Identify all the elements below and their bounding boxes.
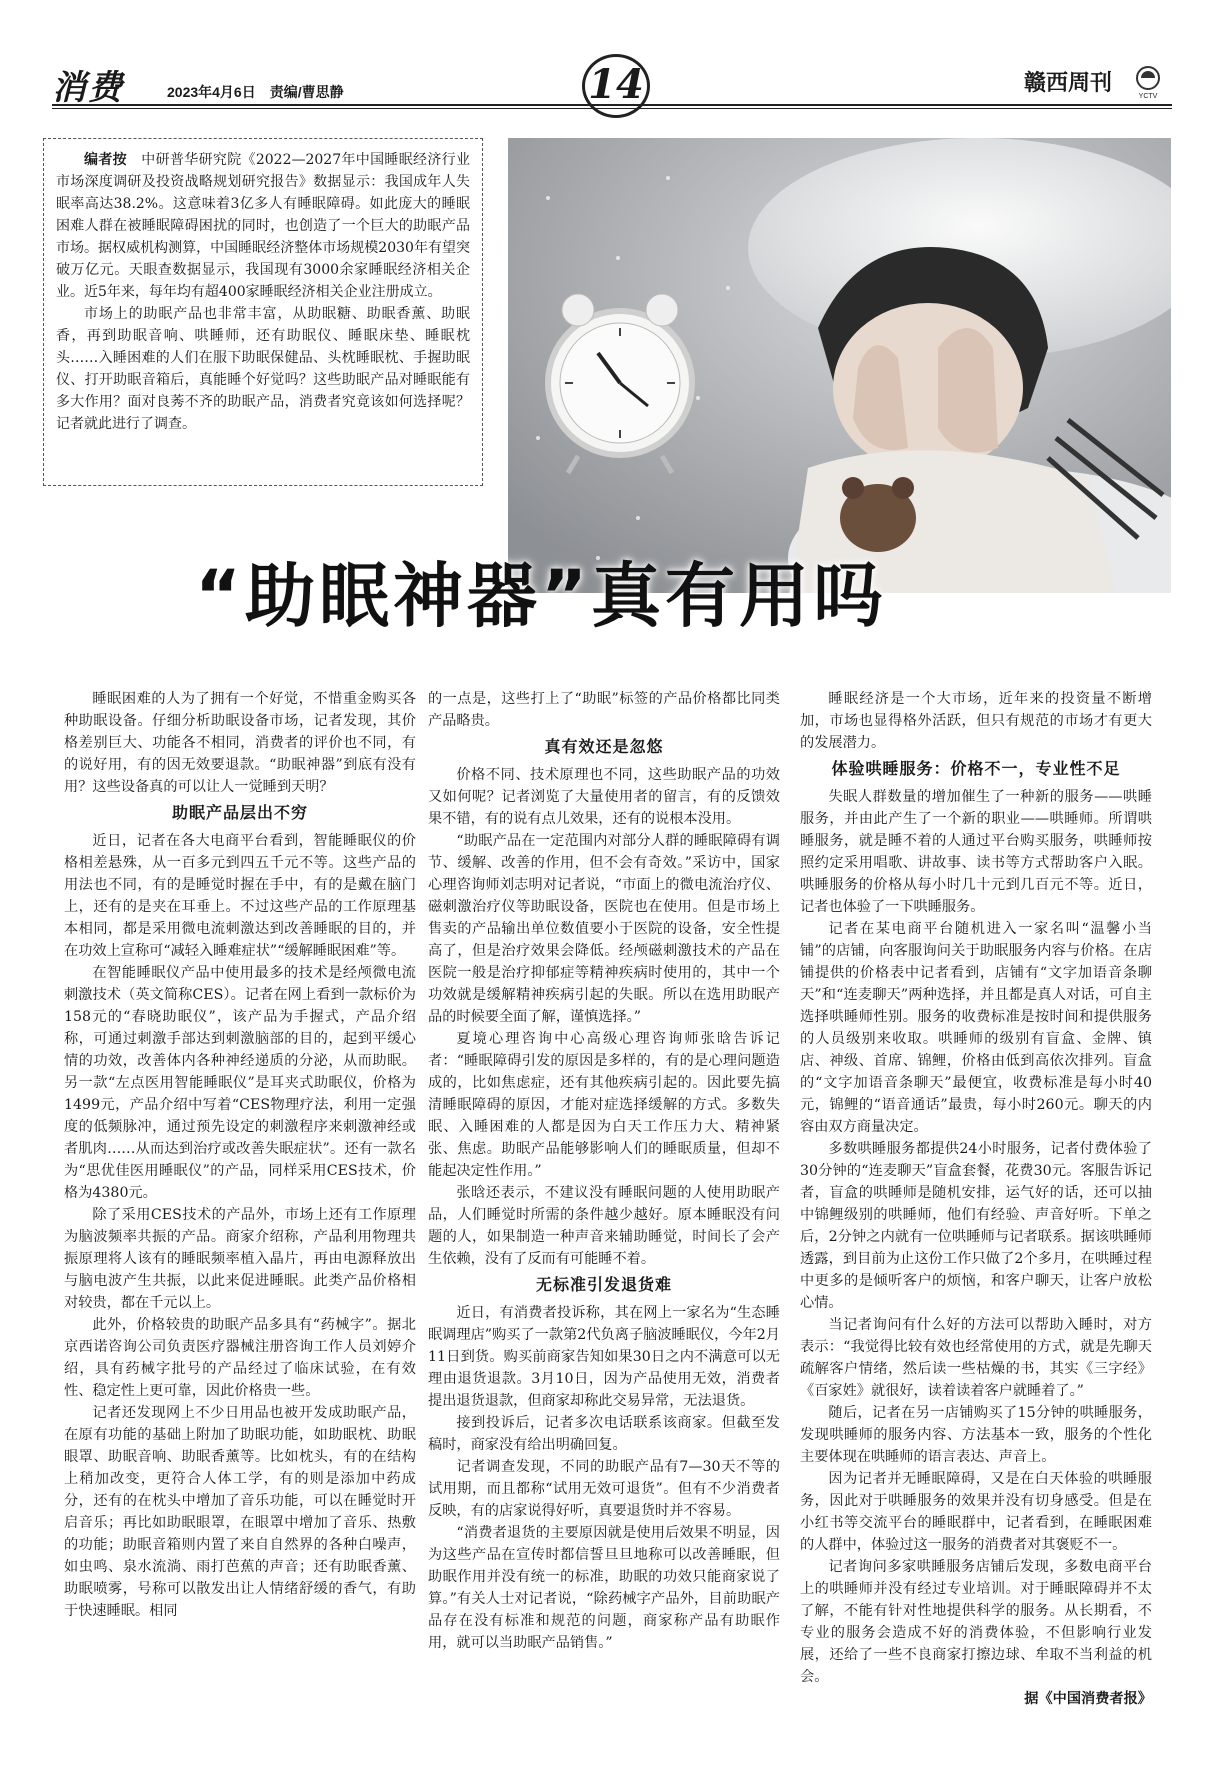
- issue-meta: 2023年4月6日 责编/曹思静: [167, 84, 344, 100]
- paragraph: 当记者询问有什么好的方法可以帮助入睡时，对方表示：“我觉得比较有效也经常使用的方式，就是先聊天疏解客户情绪，然后读一些枯燥的书，其实《三字经》《百家姓》就很好，读着读着客户就睡着了。”: [800, 1317, 1152, 1399]
- paragraph: 除了采用CES技术的产品外，市场上还有工作原理为脑波频率共振的产品。商家介绍称，产品利用物理共振原理将人该有的睡眠频率植入晶片，再由电源释放出与脑电波产生共振，以此来促进睡眠。此类产品价格相对较贵，都在千元以上。: [64, 1207, 416, 1311]
- feature-photo: [508, 138, 1171, 593]
- section-title: 消费: [52, 68, 124, 108]
- paragraph: 价格不同、技术原理也不同，这些助眠产品的功效又如何呢？记者浏览了大量使用者的留言，有的反馈效果不错，有的说有点儿效果，还有的说根本没用。: [428, 767, 780, 827]
- editor-note-label: 编者按: [84, 152, 127, 168]
- paragraph: 此外，价格较贵的助眠产品多具有“药械字”。据北京西诺咨询公司负责医疗器械注册咨询工作人员刘婷介绍，具有药械字批号的产品经过了临床试验，在有效性、稳定性上更可靠，因此价格贵一些。: [64, 1317, 416, 1399]
- editor-note-p2: 市场上的助眠产品也非常丰富，从助眠糖、助眠香薰、助眠香，再到助眠音响、哄睡师，还有助眠仪、睡眠床垫、睡眠枕头……入睡困难的人们在服下助眠保健品、头枕睡眠枕、手握助眠仪、打开助眠音箱后，真能睡个好觉吗？这些助眠产品对睡眠能有多大作用？面对良莠不齐的助眠产品，消费者究竟该如何选择呢？记者就此进行了调查。: [56, 306, 470, 432]
- paragraph: 张晗还表示，不建议没有睡眠问题的人使用助眠产品，人们睡觉时所需的条件越少越好。原本睡眠没有问题的人，如果制造一种声音来辅助睡觉，时间长了会产生依赖，没有了反而有可能睡不着。: [428, 1185, 780, 1267]
- paragraph: 近日，记者在各大电商平台看到，智能睡眠仪的价格相差悬殊，从一百多元到四五千元不等。这些产品的用法也不同，有的是睡觉时握在手中，有的是戴在脑门上，还有的是夹在耳垂上。不过这些产品的工作原理基本相同，都是采用微电流刺激达到改善睡眠的目的，并在功效上宣称可“减轻入睡难症状”“缓解睡眠困难”等。: [64, 833, 416, 959]
- header-rule: [52, 104, 1172, 106]
- paragraph: 记者在某电商平台随机进入一家名叫“温馨小当铺”的店铺，向客服询问关于助眠服务内容与价格。在店铺提供的价格表中记者看到，店铺有“文字加语音条聊天”和“连麦聊天”两种选择，并且都是真人对话，可自主选择哄睡师性别。服务的收费标准是按时间和提供服务的人员级别来收取。哄睡师的级别有盲盒、金牌、镇店、神级、首席、锦鲤，价格由低到高依次排列。盲盒的“文字加语音条聊天”最便宜，收费标准是每小时40元，锦鲤的“语音通话”最贵，每小时260元。聊天的内容由双方商量决定。: [800, 921, 1152, 1135]
- paragraph: “消费者退货的主要原因就是使用后效果不明显，因为这些产品在宣传时都信誓旦旦地称可以改善睡眠，但助眠作用并没有统一的标准，助眠的功效只能商家说了算。”有关人士对记者说，“除药械字产品外，目前助眠产品存在没有标准和规范的问题，商家称产品有助眠作用，就可以当助眠产品销售。”: [428, 1525, 780, 1651]
- paragraph: 随后，记者在另一店铺购买了15分钟的哄睡服务，发现哄睡师的服务内容、方法基本一致，服务的个性化主要体现在哄睡师的语言表达、声音上。: [800, 1405, 1152, 1465]
- newspaper-brand: 赣西周刊: [1023, 70, 1112, 96]
- subheading: 真有效还是忽悠: [544, 737, 664, 756]
- subheading: 体验哄睡服务：价格不一，专业性不足: [831, 759, 1121, 778]
- subheading: 无标准引发退货难: [535, 1275, 672, 1294]
- paragraph: 睡眠困难的人为了拥有一个好觉，不惜重金购买各种助眠设备。仔细分析助眠设备市场，记者发现，其价格差别巨大、功能各不相同，消费者的评价也不同，有的说好用，有的因无效要退款。“助眠神器”到底有没有用？这些设备真的可以让人一觉睡到天明？: [64, 691, 416, 795]
- column-3: [800, 688, 1152, 1710]
- paragraph: 睡眠经济是一个大市场，近年来的投资量不断增加，市场也显得格外活跃，但只有规范的市场才有更大的发展潜力。: [800, 691, 1152, 751]
- photo-illustration: [508, 138, 1171, 593]
- paragraph: 在智能睡眠仪产品中使用最多的技术是经颅微电流刺激技术（英文简称CES）。记者在网上看到一款标价为158元的“春晓助眠仪”，该产品为手握式，产品介绍称，可通过刺激手部达到刺激脑部的目的，起到平缓心情的功效，改善体内各种神经递质的分泌，从而助眠。另一款“左点医用智能睡眠仪”是耳夹式助眠仪，价格为1499元，产品介绍中写着“CES物理疗法，利用一定强度的低频脉冲，通过预先设定的刺激程序来刺激神经或者肌肉……从而达到治疗或改善失眠症状”。还有一款名为“思优佳医用睡眠仪”的产品，同样采用CES技术，价格为4380元。: [64, 965, 416, 1201]
- paragraph: 记者还发现网上不少日用品也被开发成助眠产品，在原有功能的基础上附加了助眠功能，如助眠枕、助眠眼罩、助眠音响、助眠香薰等。比如枕头，有的在结构上稍加改变，更符合人体工学，有的则是添加中药成分，还有的在枕头中增加了音乐功能，可以在睡觉时开启音乐；再比如助眠眼罩，在眼罩中增加了音乐、热敷的功能；助眠音箱则内置了来自自然界的各种白噪声，如虫鸣、泉水流淌、雨打芭蕉的声音；还有助眠香薰、助眠喷雾，号称可以散发出让人情绪舒缓的香气，有助于快速睡眠。相同: [64, 1405, 416, 1619]
- paragraph: 夏境心理咨询中心高级心理咨询师张晗告诉记者：“睡眠障碍引发的原因是多样的，有的是心理问题造成的，比如焦虑症，还有其他疾病引起的。因此要先搞清睡眠障碍的原因，才能对症选择缓解的方式。多数失眠、入睡困难的人都是因为白天工作压力大、精神紧张、焦虑。助眠产品能够影响人们的睡眠质量，但却不能起决定性作用。”: [428, 1031, 780, 1179]
- page-header: [52, 61, 1172, 108]
- logo-text: YCTV: [1138, 93, 1158, 100]
- paragraph: 记者询问多家哄睡服务店铺后发现，多数电商平台上的哄睡师并没有经过专业培训。对于睡眠障碍并不太了解，不能有针对性地提供科学的服务。从长期看，不专业的服务会造成不好的消费体验，不但影响行业发展，还给了一些不良商家打擦边球、牟取不当利益的机会。: [800, 1559, 1152, 1685]
- column-1: [64, 688, 416, 1622]
- editor-note-p1: 中研普华研究院《2022—2027年中国睡眠经济行业市场深度调研及投资战略规划研究报告》数据显示：我国成年人失眠率高达38.2%。这意味着3亿多人有睡眠障碍。如此庞大的睡眠困难人群在被睡眠障碍困扰的同时，也创造了一个巨大的助眠产品市场。据权威机构测算，中国睡眠经济整体市场规模2030年有望突破万亿元。天眼查数据显示，我国现有3000余家睡眠经济相关企业。近5年来，每年均有超400家睡眠经济相关企业注册成立。: [56, 152, 471, 300]
- paragraph: “助眠产品在一定范围内对部分人群的睡眠障碍有调节、缓解、改善的作用，但不会有奇效。”采访中，国家心理咨询师刘志明对记者说，“市面上的微电流治疗仪、磁刺激治疗仪等助眠设备，医院也在使用。但是市场上售卖的产品输出单位数值要小于医院的设备，安全性提高了，但是治疗效果会降低。经颅磁刺激技术的产品在医院一般是治疗抑郁症等精神疾病时使用的，其中一个功效就是缓解精神疾病引起的失眠。所以在选用助眠产品的时候要全面了解，谨慎选择。”: [428, 833, 780, 1025]
- paragraph: 的一点是，这些打上了“助眠”标签的产品价格都比同类产品略贵。: [428, 691, 780, 729]
- page-number: 14: [582, 54, 650, 118]
- paragraph: 接到投诉后，记者多次电话联系该商家。但截至发稿时，商家没有给出明确回复。: [428, 1415, 780, 1453]
- paragraph: 记者调查发现，不同的助眠产品有7—30天不等的试用期，而且都称“试用无效可退货”。但有不少消费者反映，有的店家说得好听，真要退货时并不容易。: [428, 1459, 780, 1519]
- subheading: 助眠产品层出不穷: [171, 803, 308, 822]
- editor-note: [43, 138, 483, 486]
- yctv-logo-icon: [1132, 64, 1164, 100]
- paragraph: 因为记者并无睡眠障碍，又是在白天体验的哄睡服务，因此对于哄睡服务的效果并没有切身感受。但是在小红书等交流平台的睡眠群中，记者看到，在睡眠困难的人群中，体验过这一服务的消费者对其褒贬不一。: [800, 1471, 1152, 1553]
- source-credit: 据《中国消费者报》: [1024, 1691, 1152, 1707]
- header-rule-thin: [52, 108, 1172, 109]
- headline: “助眠神器”真有用吗: [195, 555, 888, 637]
- paragraph: 多数哄睡服务都提供24小时服务，记者付费体验了30分钟的“连麦聊天”盲盒套餐，花费30元。客服告诉记者，盲盒的哄睡师是随机安排，运气好的话，还可以抽中锦鲤级别的哄睡师，他们有经验、声音好听。下单之后，2分钟之内就有一位哄睡师与记者联系。据该哄睡师透露，到目前为止这份工作只做了2个多月，在哄睡过程中更多的是倾听客户的烦恼，和客户聊天，让客户放松心情。: [800, 1141, 1152, 1311]
- column-2: [428, 688, 780, 1654]
- paragraph: 近日，有消费者投诉称，其在网上一家名为“生态睡眠调理店”购买了一款第2代负离子脑波睡眠仪，今年2月11日到货。购买前商家告知如果30日之内不满意可以无理由退货退款。3月10日，因为产品使用无效，消费者提出退货退款，但商家却称此交易异常，无法退货。: [428, 1305, 780, 1409]
- paragraph: 失眠人群数量的增加催生了一种新的服务——哄睡服务，并由此产生了一个新的职业——哄睡师。所谓哄睡服务，就是睡不着的人通过平台购买服务，哄睡师按照约定采用唱歌、讲故事、读书等方式帮助客户入眠。哄睡服务的价格从每小时几十元到几百元不等。近日，记者也体验了一下哄睡服务。: [800, 789, 1152, 915]
